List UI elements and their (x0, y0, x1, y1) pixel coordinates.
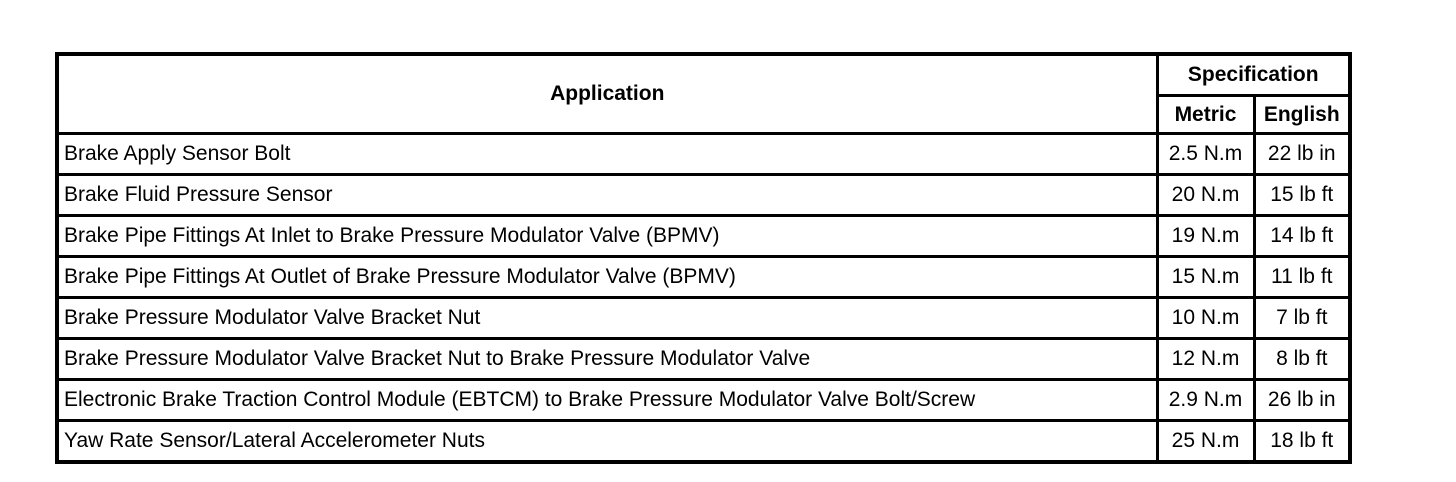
metric-cell: 12 N.m (1157, 339, 1254, 380)
metric-cell: 25 N.m (1157, 421, 1254, 463)
table-row (57, 216, 1350, 257)
english-cell: 8 lb ft (1254, 339, 1350, 380)
application-cell: Brake Pipe Fittings At Outlet of Brake Pressure Modulator Valve (BPMV) (57, 257, 1157, 298)
table-row (57, 380, 1350, 421)
table-row (57, 421, 1350, 463)
metric-cell: 10 N.m (1157, 298, 1254, 339)
metric-cell: 2.9 N.m (1157, 380, 1254, 421)
application-cell: Yaw Rate Sensor/Lateral Accelerometer Nuts (57, 421, 1157, 463)
application-cell: Brake Apply Sensor Bolt (57, 134, 1157, 175)
table-row (57, 175, 1350, 216)
english-cell: 22 lb in (1254, 134, 1350, 175)
application-cell: Brake Pipe Fittings At Inlet to Brake Pressure Modulator Valve (BPMV) (57, 216, 1157, 257)
application-cell: Brake Pressure Modulator Valve Bracket Nut to Brake Pressure Modulator Valve (57, 339, 1157, 380)
fastener-torque-table (55, 52, 1352, 464)
metric-cell: 15 N.m (1157, 257, 1254, 298)
application-header: Application (57, 54, 1157, 134)
metric-cell: 19 N.m (1157, 216, 1254, 257)
english-cell: 11 lb ft (1254, 257, 1350, 298)
table-row (57, 339, 1350, 380)
table-row (57, 298, 1350, 339)
english-cell: 14 lb ft (1254, 216, 1350, 257)
table-row (57, 257, 1350, 298)
application-cell: Brake Pressure Modulator Valve Bracket Nut (57, 298, 1157, 339)
english-cell: 7 lb ft (1254, 298, 1350, 339)
application-cell: Brake Fluid Pressure Sensor (57, 175, 1157, 216)
english-header: English (1254, 96, 1350, 134)
application-cell: Electronic Brake Traction Control Module (EBTCM) to Brake Pressure Modulator Valve Bolt/Screw (57, 380, 1157, 421)
specification-header: Specification (1157, 54, 1350, 96)
metric-cell: 20 N.m (1157, 175, 1254, 216)
table-row (57, 134, 1350, 175)
metric-header: Metric (1157, 96, 1254, 134)
metric-cell: 2.5 N.m (1157, 134, 1254, 175)
header-row (57, 54, 1350, 96)
english-cell: 18 lb ft (1254, 421, 1350, 463)
english-cell: 15 lb ft (1254, 175, 1350, 216)
english-cell: 26 lb in (1254, 380, 1350, 421)
